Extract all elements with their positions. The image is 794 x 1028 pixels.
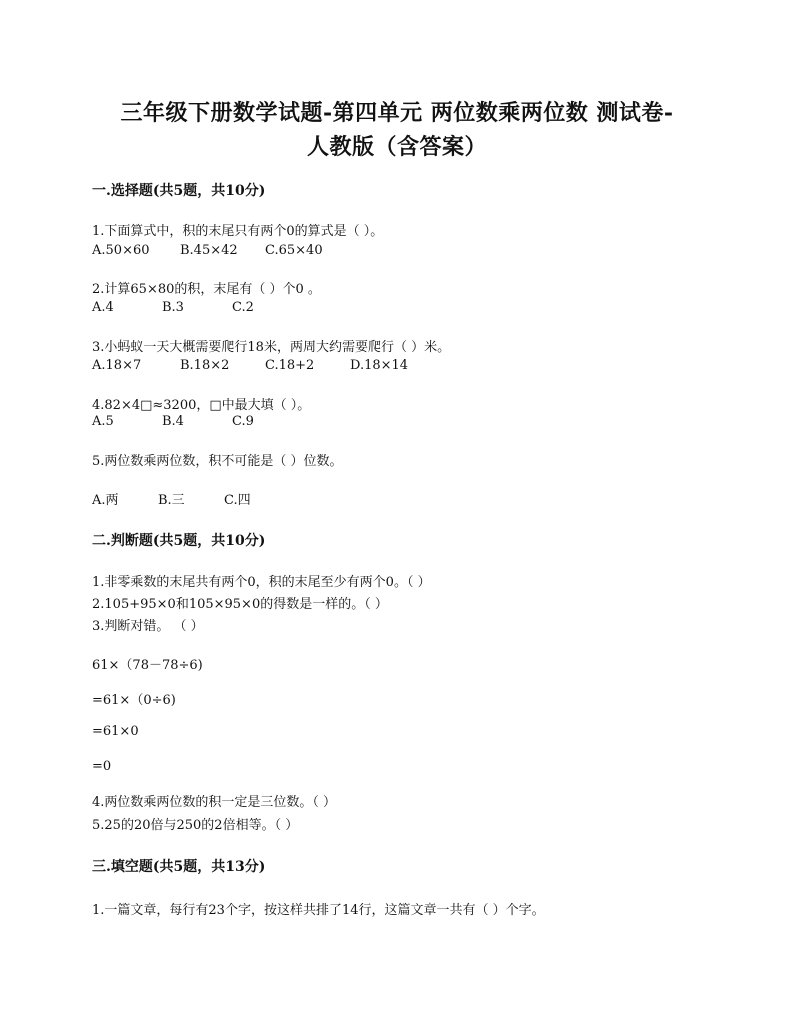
option: D.18×14 [350,358,409,373]
calculation-step: =61×（0÷6) [92,693,176,708]
option: C.9 [232,414,254,429]
option: B.45×42 [180,243,238,258]
question-text: 1.下面算式中，积的末尾只有两个0的算式是（ ）。 [92,224,384,239]
question-text: 4.82×4□≈3200，□中最大填（ ）。 [92,398,311,413]
section-heading-fill-blank: 三.填空题(共5题，共13分) [92,859,266,875]
section-heading-multiple-choice: 一.选择题(共5题，共10分) [92,183,266,199]
option: B.3 [162,300,184,315]
option: A.18×7 [92,358,142,373]
option: C.65×40 [265,243,323,258]
statement-text: 4.两位数乘两位数的积一定是三位数。（ ） [92,795,337,810]
statement-text: 3.判断对错。 （ ） [92,619,204,634]
statement-text: 1.非零乘数的末尾共有两个0，积的末尾至少有两个0。（ ） [92,575,431,590]
question-text: 5.两位数乘两位数，积不可能是（ ）位数。 [92,454,343,469]
statement-text: 5.25的20倍与250的2倍相等。（ ） [92,818,299,833]
calculation-step: 61×（78－78÷6) [92,658,203,673]
option: C.2 [232,300,254,315]
page-title-line1: 三年级下册数学试题-第四单元 两位数乘两位数 测试卷- [120,100,674,126]
question-text: 1.一篇文章，每行有23个字，按这样共排了14行，这篇文章一共有（ ）个字。 [92,903,545,918]
question-text: 2.计算65×80的积，末尾有（ ）个0 。 [92,282,321,297]
question-text: 3.小蚂蚁一天大概需要爬行18米，两周大约需要爬行（ ）米。 [92,340,451,355]
option: A.4 [92,300,114,315]
option: A.5 [92,414,114,429]
calculation-step: =0 [92,759,112,774]
option: B.4 [162,414,184,429]
option: C.18+2 [265,358,315,373]
page-title-line2: 人教版（含答案） [306,134,487,160]
calculation-step: =61×0 [92,724,139,739]
section-heading-true-false: 二.判断题(共5题，共10分) [92,533,266,549]
option: B.三 [158,493,185,508]
statement-text: 2.105+95×0和105×95×0的得数是一样的。（ ） [92,597,388,612]
option: C.四 [224,493,251,508]
option: A.两 [92,493,119,508]
option: B.18×2 [180,358,230,373]
option: A.50×60 [92,243,150,258]
